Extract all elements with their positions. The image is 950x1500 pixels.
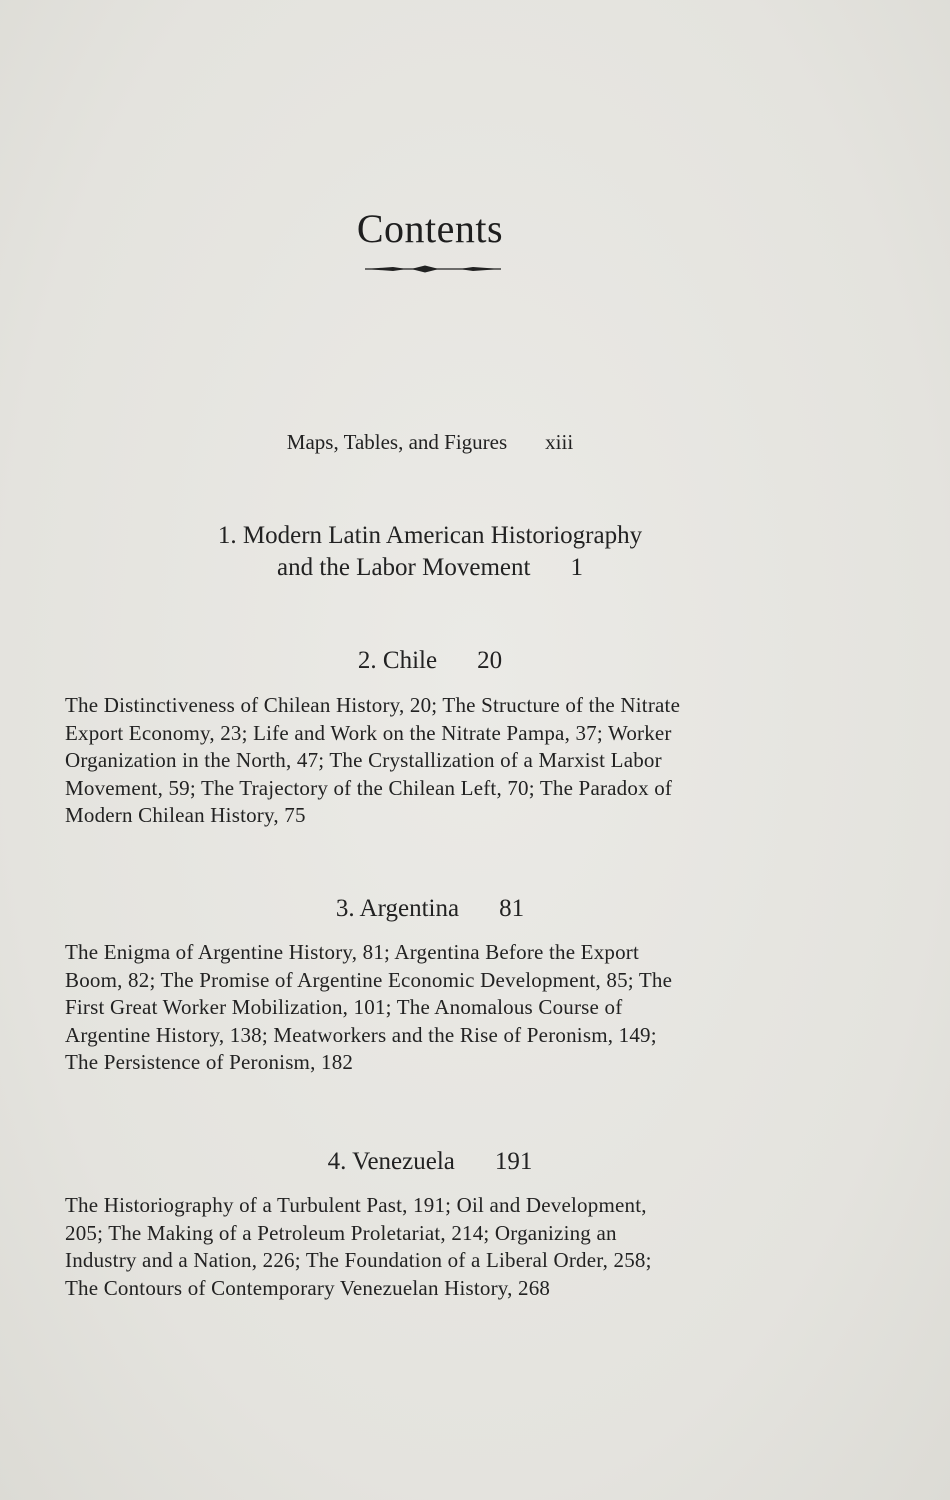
summary-line: Industry and a Nation, 226; The Foundation of a Liberal Order, 258;	[65, 1248, 652, 1272]
toc-entry-maps-tables-figures	[0, 430, 860, 455]
chapter-heading-text: 4. Venezuela	[327, 1148, 455, 1175]
toc-entry-page: xiii	[545, 430, 574, 454]
chapter-page-number: 1	[570, 554, 583, 581]
toc-entry-label: Maps, Tables, and Figures	[286, 430, 508, 454]
summary-line: First Great Worker Mobilization, 101; The Anomalous Course of	[65, 995, 623, 1019]
chapter-4-heading	[0, 1146, 860, 1178]
summary-line: Argentine History, 138; Meatworkers and the Rise of Peronism, 149;	[65, 1022, 657, 1047]
summary-line: Movement, 59; The Trajectory of the Chilean Left, 70; The Paradox of	[65, 775, 673, 800]
chapter-2-heading	[0, 645, 860, 677]
chapter-2-summary	[65, 692, 805, 830]
summary-line: The Distinctiveness of Chilean History, 20; The Structure of the Nitrate	[65, 693, 681, 717]
chapter-page-number: 191	[494, 1148, 533, 1175]
chapter-heading-text: 3. Argentina	[335, 895, 460, 922]
summary-line: The Enigma of Argentine History, 81; Argentina Before the Export	[65, 940, 640, 964]
chapter-page-number: 81	[499, 895, 525, 922]
chapter-page-number: 20	[477, 647, 503, 674]
chapter-heading-line: 1. Modern Latin American Historiography	[217, 522, 643, 549]
chapter-1-heading	[0, 520, 860, 584]
page-title: Contents	[356, 206, 504, 251]
summary-line: The Historiography of a Turbulent Past, 191; Oil and Development,	[65, 1193, 647, 1217]
summary-line: Export Economy, 23; Life and Work on the Nitrate Pampa, 37; Worker	[65, 720, 672, 745]
chapter-heading-text: 2. Chile	[357, 647, 438, 674]
summary-line: Modern Chilean History, 75	[65, 803, 306, 827]
chapter-3-summary	[65, 939, 805, 1077]
summary-line: Boom, 82; The Promise of Argentine Economic Development, 85; The	[65, 967, 673, 992]
summary-line: 205; The Making of a Petroleum Proletariat, 214; Organizing an	[65, 1220, 617, 1245]
chapter-heading-line: and the Labor Movement	[277, 554, 531, 581]
summary-line: The Persistence of Peronism, 182	[65, 1050, 354, 1074]
chapter-4-summary	[65, 1192, 805, 1302]
summary-line: The Contours of Contemporary Venezuelan History, 268	[65, 1275, 551, 1300]
ornament-divider	[363, 259, 503, 279]
summary-line: Organization in the North, 47; The Crystallization of a Marxist Labor	[65, 748, 662, 772]
chapter-3-heading	[0, 893, 860, 925]
